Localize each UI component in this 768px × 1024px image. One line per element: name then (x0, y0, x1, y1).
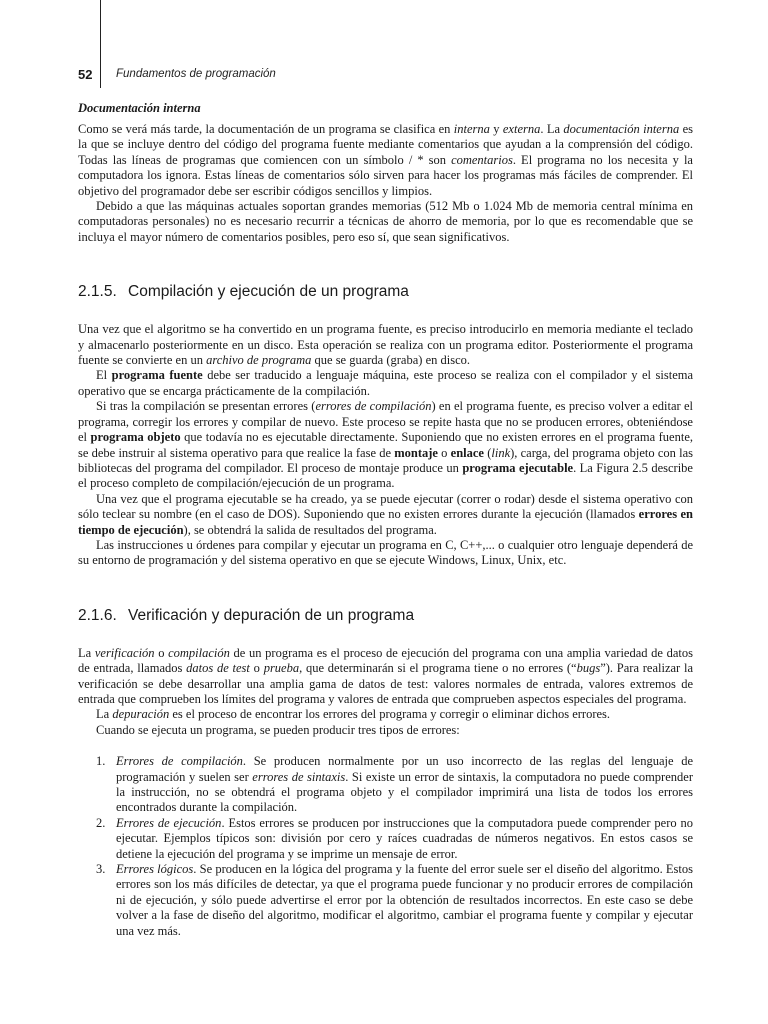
paragraph (78, 122, 693, 199)
text-run: . La Figura 2.5 describe el proceso completo de compilación/ejecución de un programa. (78, 460, 693, 491)
text-run: Debido a que las máquinas actuales soportan grandes memorias (512 Mb o 1.024 Mb de memoria central mínima en computadoras personales) no es necesario recurrir a técnicas de ahorro de memoria, por lo que es recomendable que se incluya el mayor número de comentarios posibles, pero eso sí, que sean significativos. (78, 199, 693, 244)
paragraph (78, 646, 693, 708)
list-item (78, 754, 693, 816)
italic-text: compilación (168, 645, 230, 660)
italic-text: errores de compilación (315, 399, 432, 414)
list-item-text (116, 862, 693, 938)
paragraph (78, 368, 693, 399)
italic-text: Errores de compilación (116, 754, 243, 769)
list-item (78, 816, 693, 862)
text-run: . Estos errores se producen por instrucciones que la computadora puede comprender pero no ejecutar. Ejemplos típicos son: división por cero y raíces cuadradas de números negativos. En estos casos se detiene la ejecución del programa y se imprime un mensaje de error. (116, 815, 693, 861)
text-run: o (437, 445, 451, 460)
text-run: , que determinarán si el programa tiene o no errores (“ (299, 661, 577, 676)
italic-text: archivo de programa (206, 353, 312, 368)
text-run: Las instrucciones u órdenes para compilar y ejecutar un programa en C, C++,... o cualquier otro lenguaje dependerá de su entorno de programación y del sistema operativo en que se ejecute Windows, Linux, Unix, etc. (78, 537, 693, 568)
error-types-list (78, 754, 693, 939)
list-item-text (116, 754, 693, 814)
text-run: de un programa es el proceso de ejecución del programa con una amplia variedad de datos de entrada, llamados (78, 645, 694, 676)
text-run: . La (540, 122, 564, 136)
italic-text: verificación (94, 645, 155, 660)
list-number: 2. (96, 815, 106, 830)
text-run: o (154, 645, 169, 660)
bold-term: programa fuente (111, 368, 203, 383)
bold-term: programa objeto (90, 430, 181, 445)
section-heading-2-1-6 (78, 607, 693, 625)
italic-text: errores de sintaxis (252, 769, 346, 784)
italic-text: documentación interna (563, 122, 680, 136)
bold-term: errores en tiempo de ejecución (78, 507, 693, 537)
text-run: Una vez que el programa ejecutable se ha creado, ya se puede ejecutar (correr o rodar) desde el sistema operativo con sólo teclear su nombre (en el caso de DOS). Suponiendo que no existen errores durante la ejecución (llamados (78, 491, 693, 522)
subheading-documentacion-interna: Documentación interna (78, 101, 201, 115)
text-run: ), se obtendrá la salida de resultados del programa. (183, 522, 437, 537)
list-number: 3. (96, 862, 106, 877)
text-run: o (249, 661, 264, 676)
text-run: ( (483, 445, 492, 460)
text-run: es el proceso de encontrar los errores del programa y corregir o eliminar dichos errores. (169, 707, 611, 722)
section-title: Verificación y depuración de un programa (128, 606, 415, 624)
running-title: Fundamentos de programación (116, 68, 276, 80)
italic-text: interna (453, 122, 490, 136)
italic-text: Errores lógicos (116, 862, 194, 877)
paragraph (78, 399, 693, 491)
paragraph (78, 492, 693, 538)
text-run: . El programa no los necesita y la computadora los ignora. Estas líneas de comentarios sólo sirven para hacer los programas más fáciles de comprender. El objetivo del programador debe ser escribir códigos sencillos y limpios. (78, 152, 693, 198)
bold-term: montaje (394, 445, 438, 460)
text-run: La (78, 645, 95, 660)
section-number: 2.1.6. (78, 606, 117, 624)
italic-text: link (491, 445, 511, 460)
list-number: 1. (96, 754, 106, 769)
page-number: 52 (78, 67, 93, 82)
paragraph (78, 199, 693, 245)
section-number: 2.1.5. (78, 283, 117, 301)
paragraph (78, 723, 693, 738)
text-run: que todavía no es ejecutable directamente. Suponiendo que no existen errores en el programa fuente, se debe instruir al sistema operativo para que realice la fase de (78, 430, 693, 460)
text-run: es la que se incluye dentro del código del programa fuente mediante comentarios que ayudan a la comprensión del código. Todas las líneas de programas que comiencen con un símbolo / * son (78, 122, 694, 167)
text-run: La (96, 707, 113, 722)
text-run: Una vez que el algoritmo se ha convertido en un programa fuente, es preciso introducirlo en memoria mediante el teclado y almacenarlo posteriormente en un disco. Esta operación se realiza con un programa editor. Posteriormente el programa fuente se convierte en un (78, 322, 693, 368)
list-item (78, 862, 693, 939)
text-run: El (96, 368, 112, 383)
italic-text: bugs (576, 661, 601, 676)
page-body (78, 101, 693, 939)
paragraph (78, 322, 693, 368)
italic-text: externa (502, 122, 541, 136)
text-run: debe ser traducido a lenguaje máquina, este proceso se realiza con el compilador y el sistema operativo que se encarga prácticamente de la compilación. (78, 368, 694, 398)
italic-text: Errores de ejecución (116, 815, 222, 830)
text-run: ) en el programa fuente, es preciso volver a editar el programa, corregir los errores y compilar de nuevo. Este proceso se repite hasta que no se producen errores, obteniéndose el (78, 399, 694, 445)
text-run: ”). Para realizar la verificación se debe desarrollar una amplia gama de datos de test: valores normales de entrada, valores extremos de entrada que comprueben los límites del programa y valores de entrada que comprueben aspectos especiales del programa. (78, 661, 694, 706)
text-run: . Si existe un error de sintaxis, la computadora no puede comprender la instrucción, no se obtendrá el programa objeto y el compilador imprimirá una lista de todos los errores encontrados durante la compilación. (116, 769, 693, 815)
text-run: que se guarda (graba) en disco. (311, 353, 471, 368)
section-heading-2-1-5 (78, 283, 693, 301)
paragraph (78, 538, 693, 569)
text-run: . Se producen en la lógica del programa y la fuente del error suele ser el diseño del algoritmo. Estos errores son los más difíciles de detectar, ya que el programa puede funcionar y no producir errores de compilación ni de ejecución, y sólo puede advertirse el error por la obtención de resultados incorrectos. En este caso se debe volver a la fase de diseño del algoritmo, modificar el algoritmo, cambiar el programa fuente y compilar y ejecutar una vez más. (116, 862, 693, 938)
italic-text: datos de test (186, 661, 250, 676)
italic-text: comentarios (451, 152, 513, 167)
italic-text: prueba (263, 661, 300, 676)
bold-term: enlace (450, 445, 484, 460)
text-run: ), carga, del programa objeto con las bibliotecas del programa del compilador. El proceso de montaje produce un (78, 445, 694, 475)
section-title: Compilación y ejecución de un programa (128, 283, 409, 301)
bold-term: programa ejecutable (462, 460, 574, 475)
section-2-1-5-body (78, 322, 693, 569)
section-2-1-6-body (78, 646, 693, 738)
page-header (78, 67, 708, 85)
text-run: Como se verá más tarde, la documentación de un programa se clasifica en (78, 122, 454, 136)
text-run: . Se producen normalmente por un uso incorrecto de las reglas del lenguaje de programación y suelen ser (116, 754, 693, 784)
text-run: Si tras la compilación se presentan errores ( (96, 399, 316, 414)
paragraph (78, 707, 693, 722)
text-run: Cuando se ejecuta un programa, se pueden producir tres tipos de errores: (96, 722, 460, 737)
text-run: y (489, 122, 503, 136)
italic-text: depuración (112, 707, 170, 722)
list-item-text (116, 816, 693, 861)
